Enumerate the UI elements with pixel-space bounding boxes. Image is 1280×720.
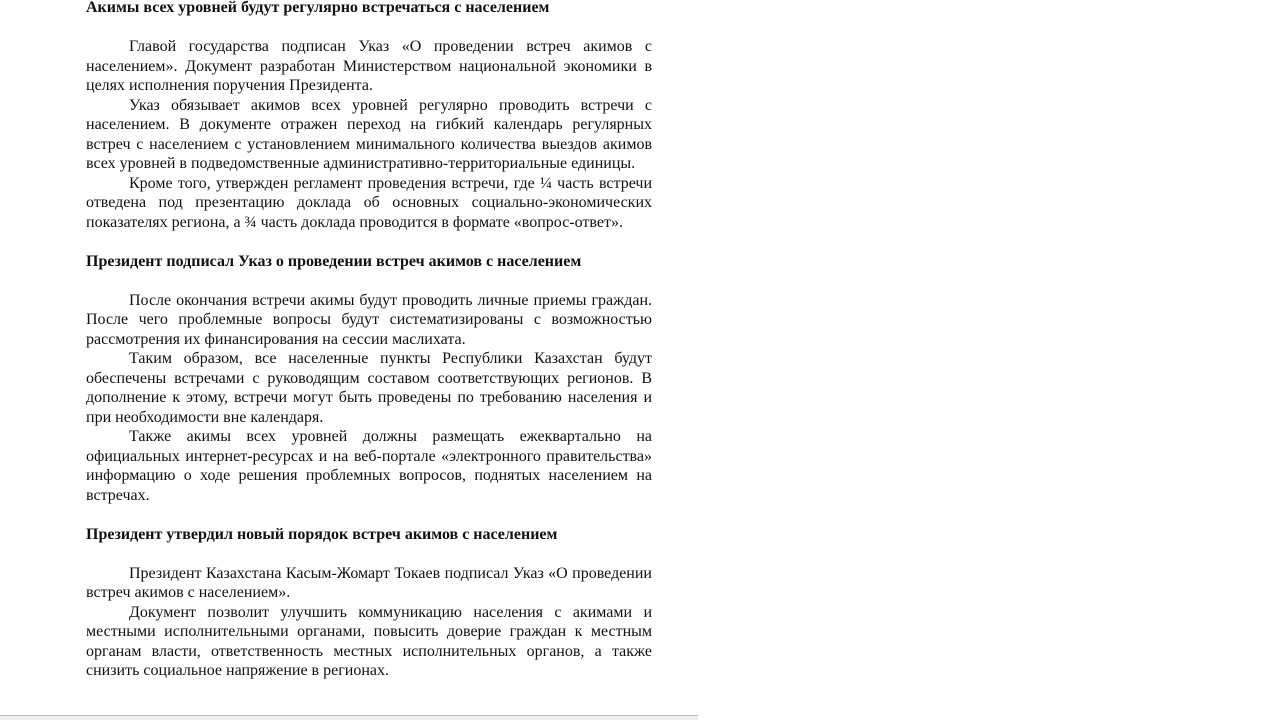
section-1-title: Акимы всех уровней будут регулярно встречаться с населением [86,0,550,16]
section-3 [86,525,652,681]
paragraph: Кроме того, утвержден регламент проведения встречи, где ¼ часть встречи отведена под презентацию доклада об основных социально-экономических показателях региона, а ¾ часть доклада проводится в формате «вопрос-ответ». [86,174,652,231]
page-bottom-strip [0,716,698,720]
paragraph: Указ обязывает акимов всех уровней регулярно проводить встречи с населением. В документе отражен переход на гибкий календарь регулярных встреч с населением с установлением минимального количества выездов акимов всех уровней в подведомственные административно-территориальные единицы. [86,96,652,172]
paragraph: Президент Казахстана Касым-Жомарт Токаев подписал Указ «О проведении встреч акимов с населением». [86,564,652,601]
paragraph: После окончания встречи акимы будут проводить личные приемы граждан. После чего проблемные вопросы будут систематизированы с возможностью рассмотрения их финансирования на сессии маслихата. [86,291,652,348]
paragraph: Главой государства подписан Указ «О проведении встреч акимов с населением». Документ разработан Министерством национальной экономики в целях исполнения поручения Президента. [86,38,652,94]
blank-line [86,505,652,525]
section-2-title: Президент подписал Указ о проведении встреч акимов с населением [86,252,582,270]
section-1 [86,0,652,232]
paragraph: Также акимы всех уровней должны размещать ежеквартально на официальных интернет-ресурсах и на веб-портале «электронного правительства» информацию о ходе решения проблемных вопросов, поднятых населением на встречах. [86,428,652,504]
section-2 [86,252,652,506]
blank-line [86,544,652,564]
blank-line [86,271,652,291]
section-3-title: Президент утвердил новый порядок встреч акимов с населением [86,525,558,543]
paragraph: Документ позволит улучшить коммуникацию населения с акимами и местными исполнительными органами, повысить доверие граждан к местным органам власти, ответственность местных исполнительных органов, а также снизить социальное напряжение в регионах. [86,603,652,679]
blank-line [86,18,652,38]
paragraph: Таким образом, все населенные пункты Республики Казахстан будут обеспечены встречами с руководящим составом соответствующих регионов. В дополнение к этому, встречи могут быть проведены по требованию населения и при необходимости вне календаря. [86,350,652,426]
document-body[interactable] [86,0,652,681]
blank-line [86,232,652,252]
